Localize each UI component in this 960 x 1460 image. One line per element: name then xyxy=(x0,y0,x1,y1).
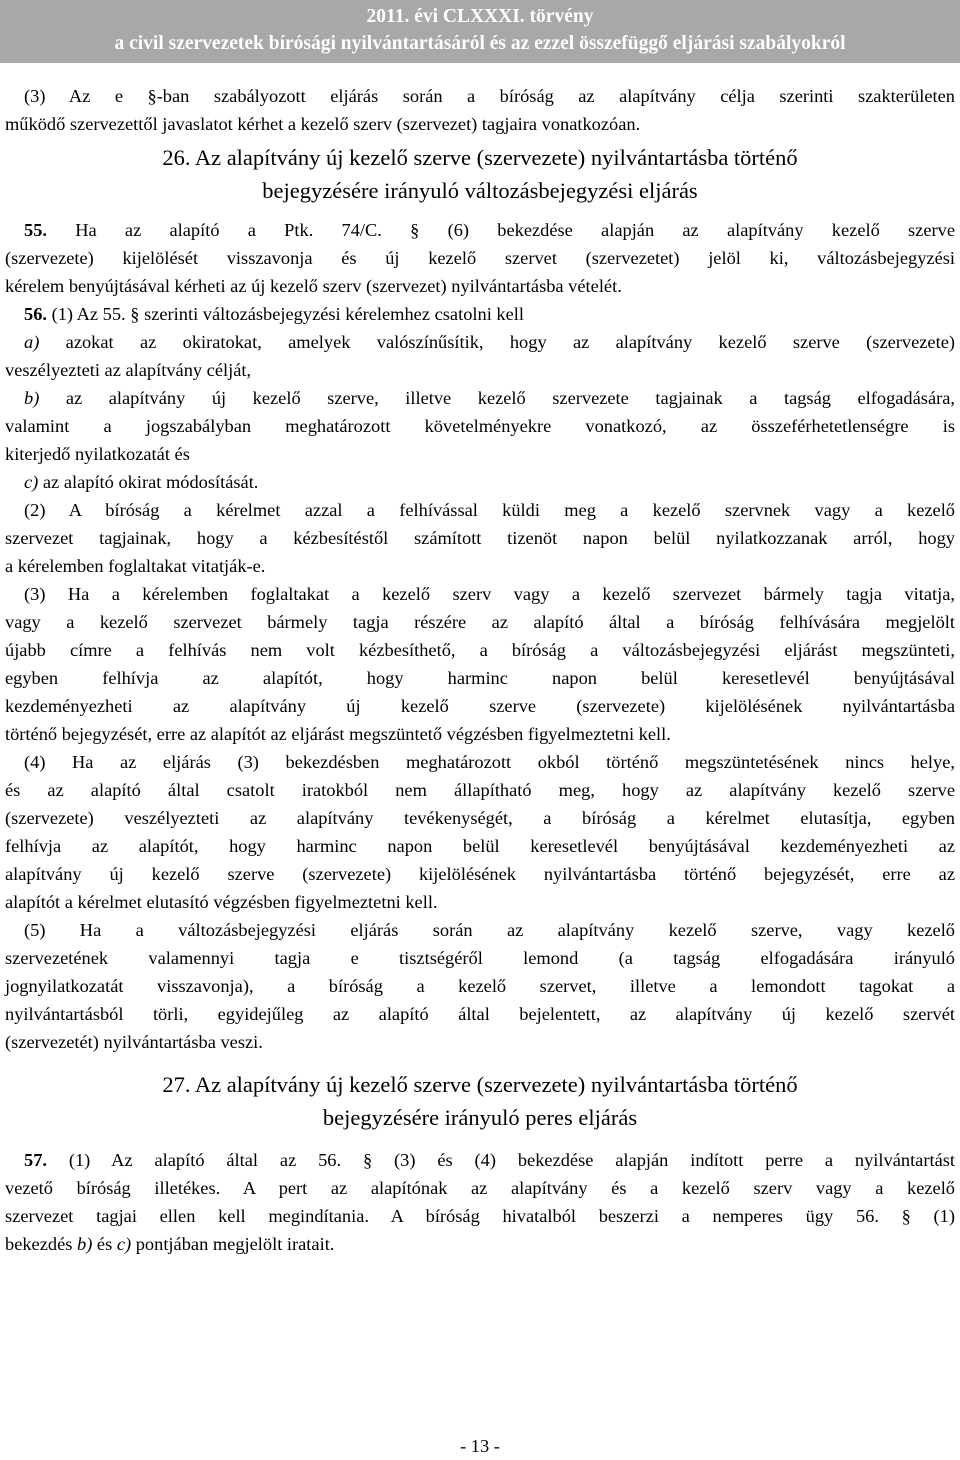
paragraph-55: 55. Ha az alapító a Ptk. 74/C. § (6) bekezdése alapján az alapítvány kezelő szerve (szervezete) kijelölését visszavonja és új kezelő szervet (szervezetet) jelöl ki, változásbejegyzési kérelem benyújtásával kérheti az új kezelő szerv (szervezet) nyilvántartásba vételét. xyxy=(5,220,955,296)
paragraph-57: 57. (1) Az alapító által az 56. § (3) és (4) bekezdése alapján indított perre a nyilvántartást vezető bíróság illetékes. A pert az alapítónak az alapítvány és a kezelő szerv vagy a kezelő szervezet tagjai ellen kell megindítania. A bíróság hivatalból beszerzi a nemperes ügy 56. § (1) bekezdés b) és c) pontjában megjelölt iratait. xyxy=(5,1150,956,1254)
section-sign: § xyxy=(410,220,420,240)
paragraph-54-3: (3) Az e §-ban szabályozott eljárás során a bíróság az alapítvány célja szerinti szakterületen működő szervezettől javaslatot kérhet a kezelő szerv (szervezet) tagjaira vonatkozóan. xyxy=(5,86,955,134)
section-heading-27: 27. Az alapítvány új kezelő szerve (szervezete) nyilvántartásba történő bejegyzésére irányuló peres eljárás xyxy=(162,1072,798,1130)
page-number: - 13 - xyxy=(460,1436,500,1456)
paragraph-number: 57. xyxy=(24,1150,47,1170)
page-header xyxy=(0,0,960,63)
section-sign: § xyxy=(901,1206,911,1226)
paragraph-56: 56. (1) Az 55. § szerinti változásbejegyzési kérelemhez csatolni kell a) azokat az okiratokat, amelyek valószínűsítik, hogy az alapítvány kezelő szerve (szervezete) veszélyezteti az alapítvány célját, b) az alapítvány új kezelő szerve, illetve kezelő szervezete tagjainak a tagság elfogadására, valamint a jogszabályban meghatározott követelményekre vonatkozó, az összeférhetetlenségre is kiterjedő nyilatkozatát és c) az alapító okirat módosítását. (2) A bíróság a kérelmet azzal a felhívással küldi meg a kezelő szervnek vagy a kezelő szervezet tagjainak, hogy a kézbesítéstől számított tizenöt napon belül nyilatkozzanak arról, hogy a kérelemben foglaltakat vitatják-e. (3) Ha a kérelemben foglaltakat a kezelő szerv vagy a kezelő szervezet bármely tagja vitatja, vagy a kezelő szervezet bármely tagja részére az alapító által a bíróság felhívására megjelölt újabb címre a felhívás nem volt kézbesíthető, a bíróság a változásbejegyzési eljárást megszünteti, egyben felhívja az alapítót, hogy harminc napon belül keresetlevél benyújtásával kezdeményezheti az alapítvány új kezelő szerve (szervezete) kijelölésének nyilvántartásba történő bejegyzését, erre az alapítót az eljárást megszüntető végzésben figyelmeztetni kell. (4) Ha az eljárás (3) bekezdésben meghatározott okból történő megszüntetésének nincs helye, és az alapító által csatolt iratokból nem állapítható meg, hogy az alapítvány kezelő szerve (szervezete) veszélyezteti az alapítvány tevékenységét, a bíróság a kérelmet elutasítja, egyben felhívja az alapítót, hogy harminc napon belül keresetlevél benyújtásával kezdeményezheti az alapítvány új kezelő szerve (szervezete) kijelölésének nyilvántartásba történő bejegyzését, erre az alapítót a kérelmet elutasító végzésben figyelmeztetni kell. (5) Ha a változásbejegyzési eljárás során az alapítvány kezelő szerve, vagy kezelő szervezetének valamennyi tagja e tisztségéről lemond (a tagság elfogadására irányuló jognyilatkozatát visszavonja), a bíróság a kezelő szervet, illetve a lemondott tagokat a nyilvántartásból törli, egyidejűleg az alapító által bejelentett, az alapítvány új kezelő szervét (szervezetét) nyilvántartásba veszi. xyxy=(5,304,955,1052)
section-sign: § xyxy=(147,86,157,106)
section-sign: § xyxy=(130,304,140,324)
section-sign: § xyxy=(362,1150,373,1170)
header-subtitle: a civil szervezetek bírósági nyilvántartásáról és az ezzel összefüggő eljárási szabályokról xyxy=(114,33,846,54)
section-heading-26: 26. Az alapítvány új kezelő szerve (szervezete) nyilvántartásba történő bejegyzésére irányuló változásbejegyzési eljárás xyxy=(162,145,798,203)
paragraph-number: 55. xyxy=(24,220,47,240)
header-title: 2011. évi CLXXXI. törvény xyxy=(366,6,594,27)
document-body xyxy=(5,82,955,1258)
paragraph-number: 56. xyxy=(24,304,47,324)
